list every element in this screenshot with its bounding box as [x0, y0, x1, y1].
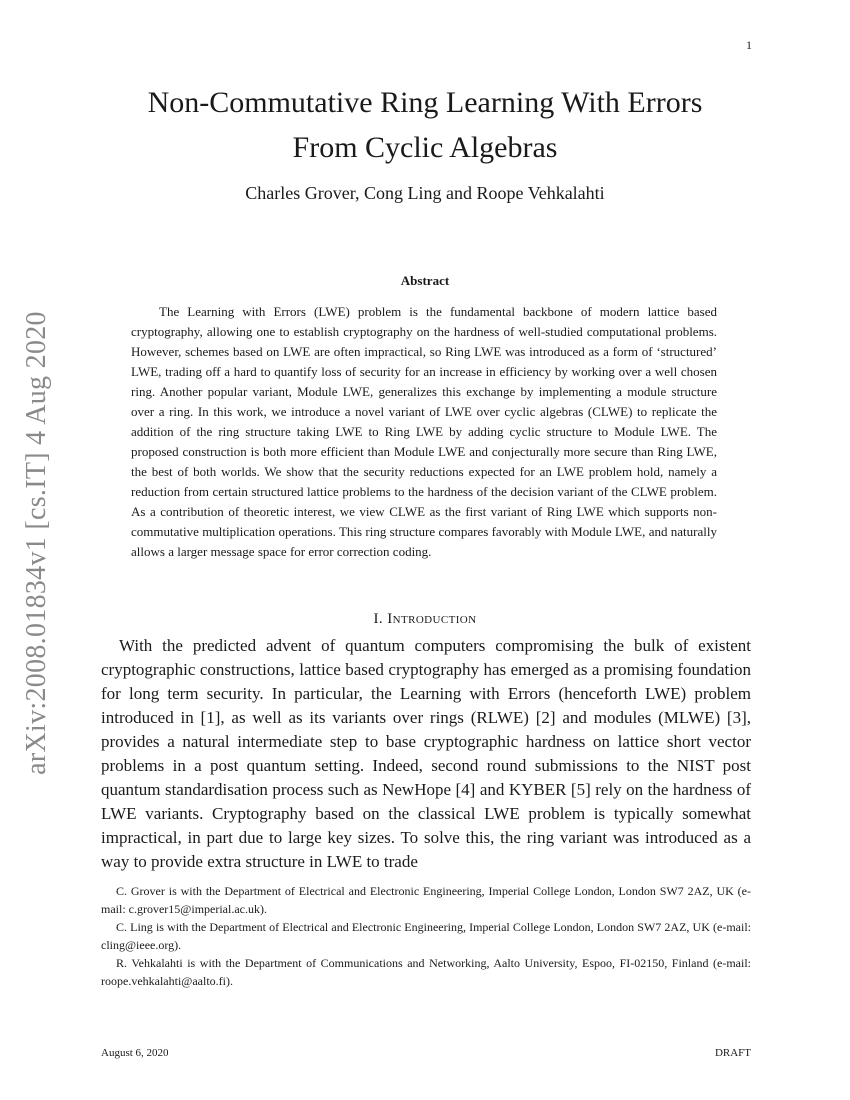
arxiv-identifier: arXiv:2008.01834v1 [cs.IT] 4 Aug 2020	[21, 310, 52, 775]
footer-draft-label: DRAFT	[714, 1047, 751, 1059]
footnote-vehkalahti: R. Vehkalahti is with the Department of Communications and Networking, Aalto University, Espoo, FI-02150, Finland (e-mail: roope.vehkalahti@aalto.fi).	[101, 956, 751, 988]
section-number: I.	[373, 611, 384, 627]
footer-date: August 6, 2020	[101, 1047, 169, 1059]
abstract-heading: Abstract	[400, 273, 450, 288]
footnote-grover: C. Grover is with the Department of Electrical and Electronic Engineering, Imperial College London, London SW7 2AZ, UK (e-mail: c.grover15@imperial.ac.uk).	[101, 884, 751, 916]
section-title: Introduction	[387, 611, 477, 627]
arxiv-side-stamp	[12, 300, 62, 785]
section-heading-introduction	[0, 611, 850, 628]
page-number: 1	[746, 38, 752, 52]
paper-title	[80, 80, 770, 170]
footnote-ling: C. Ling is with the Department of Electrical and Electronic Engineering, Imperial College London, London SW7 2AZ, UK (e-mail: cling@ieee.org).	[101, 920, 751, 952]
introduction-paragraph: With the predicted advent of quantum computers compromising the bulk of existent cryptographic constructions, lattice based cryptography has emerged as a promising foundation for long term security. In particular, the Learning with Errors (henceforth LWE) problem introduced in [1], as well as its variants over rings (RLWE) [2] and modules (MLWE) [3], provides a natural intermediate step to base cryptographic hardness on lattice short vector problems in a post quantum setting. Indeed, second round submissions to the NIST post quantum standardisation process such as NewHope [4] and KYBER [5] rely on the hardness of LWE variants. Cryptography based on the classical LWE problem is typically somewhat impractical, in part due to large key sizes. To solve this, the ring variant was introduced as a way to provide extra structure in LWE to trade	[101, 636, 751, 871]
author-list: Charles Grover, Cong Ling and Roope Vehkalahti	[245, 183, 605, 203]
title-line-2: From Cyclic Algebras	[292, 131, 558, 164]
author-footnotes	[101, 882, 751, 990]
title-line-1: Non-Commutative Ring Learning With Errors	[147, 86, 703, 119]
abstract-text: The Learning with Errors (LWE) problem is the fundamental backbone of modern lattice based cryptography, allowing one to establish cryptography on the hardness of well-studied computational problems. However, schemes based on LWE are often impractical, so Ring LWE was introduced as a form of ‘structured’ LWE, trading off a hard to quantify loss of security for an increase in efficiency by working over a well chosen ring. Another popular variant, Module LWE, generalizes this exchange by implementing a module structure over a ring. In this work, we introduce a novel variant of LWE over cyclic algebras (CLWE) to replicate the addition of the ring structure taking LWE to Ring LWE by adding cyclic structure to Module LWE. The proposed construction is both more efficient than Module LWE and conjecturally more secure than Ring LWE, the best of both worlds. We show that the security reductions expected for an LWE problem hold, namely a reduction from certain structured lattice problems to the hardness of the decision variant of the CLWE problem. As a contribution of theoretic interest, we view CLWE as the first variant of Ring LWE which supports non-commutative multiplication operations. This ring structure compares favorably with Module LWE, and naturally allows a larger message space for error correction coding.	[131, 304, 717, 559]
